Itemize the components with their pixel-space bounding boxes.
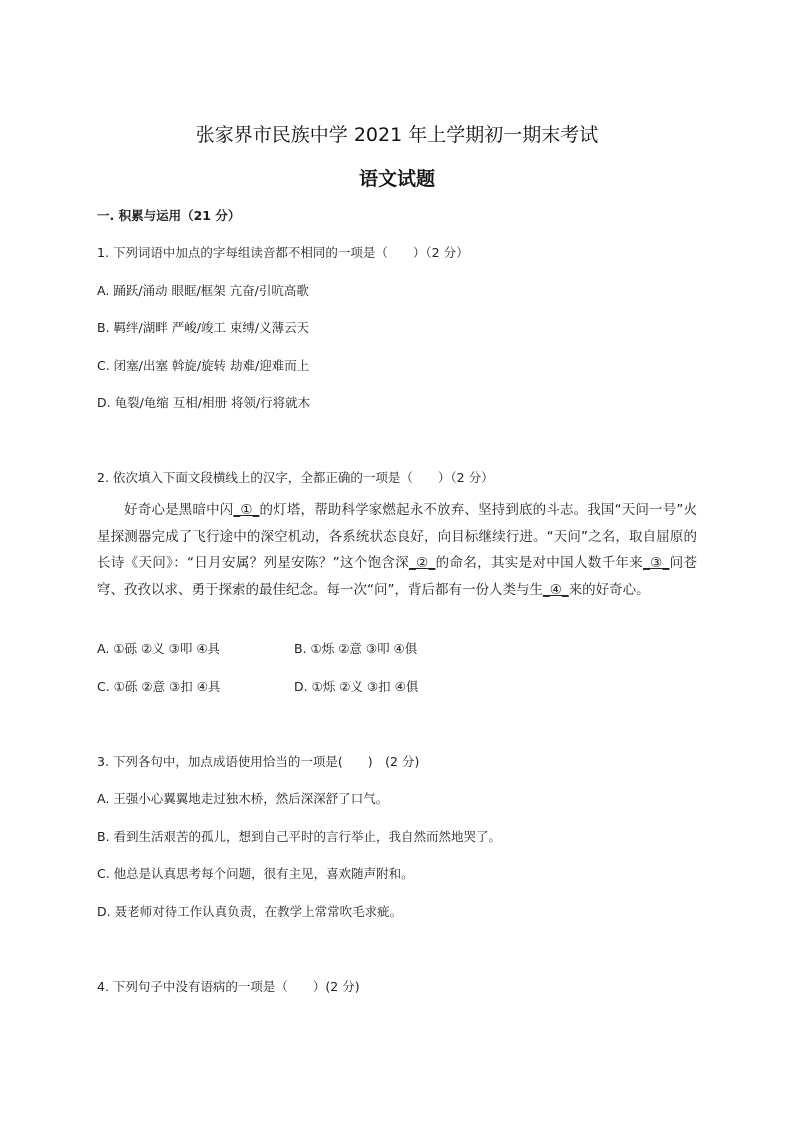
question-3-option-b: B. 看到生活艰苦的孤儿，想到自己平时的言行举止，我自然而然地哭了。 [97,829,502,844]
passage-text: 的命名，其实是对中国人数千年来 [435,555,644,571]
question-2-passage [97,497,697,603]
question-2-stem: 2. 依次填入下面文段横线上的汉字，全都正确的一项是（ ）（2 分） [97,470,494,485]
blank-3: _③_ [643,555,670,571]
question-2-option-b: B. ①烁 ②意 ③叩 ④俱 [294,641,418,656]
question-3-option-a: A. 王强小心翼翼地走过独木桥，然后深深舒了口气。 [97,791,389,806]
passage-text: 问苍穹、孜孜以求、勇于探索的最佳纪念。每一次“问”，背后都有一份人类与生 [97,555,698,598]
question-2-option-d: D. ①烁 ②义 ③扣 ④俱 [294,679,419,694]
question-1-option-a: A. 踊跃/涌动 眼眶/框架 亢奋/引吭高歌 [97,283,309,298]
question-1-option-d: D. 龟裂/龟缩 互相/相册 将领/行将就木 [97,395,311,410]
section-heading: 一. 积累与运用（21 分） [97,208,241,223]
blank-2: _②_ [409,555,436,571]
question-2-options-row-1 [97,639,418,657]
exam-subtitle: 语文试题 [358,168,435,190]
question-2-options-row-2 [97,677,419,695]
exam-title: 张家界市民族中学 2021 年上学期初一期末考试 [195,124,599,146]
question-1-option-c: C. 闭塞/出塞 斡旋/旋转 劫难/迎难而上 [97,358,310,373]
question-1-stem: 1. 下列词语中加点的字每组读音都不相同的一项是（ ）（2 分） [97,245,469,260]
passage-text: 的灯塔，帮助科学家燃起永不放弃、坚持到底的斗志。我国“天问一号”火星探测器完成了飞行途中的深空机动，各系统状态良好，向目标继续行进。“天问”之名，取自屈原的长诗《天问》：“日月安属？列星安陈？”这个饱含深 [97,502,697,571]
blank-1: _①_ [233,502,260,518]
question-3-option-c: C. 他总是认真思考每个问题，很有主见，喜欢随声附和。 [97,866,414,881]
question-3-option-d: D. 聂老师对待工作认真负责，在教学上常常吹毛求疵。 [97,904,403,919]
blank-4: _④_ [543,581,569,598]
question-1-option-b: B. 羁绊/湖畔 严峻/竣工 束缚/义薄云天 [97,320,310,335]
question-2-option-c: C. ①砾 ②意 ③扣 ④具 [97,679,221,694]
passage-text: 来的好奇心。 [568,581,650,598]
question-2-option-a: A. ①砾 ②义 ③叩 ④具 [97,641,221,656]
question-4-stem: 4. 下列句子中没有语病的一项是（ ）(2 分) [97,979,360,994]
question-3-stem: 3. 下列各句中，加点成语使用恰当的一项是( ) (2 分) [97,754,420,769]
passage-text: 好奇心是黑暗中闪 [124,502,234,518]
